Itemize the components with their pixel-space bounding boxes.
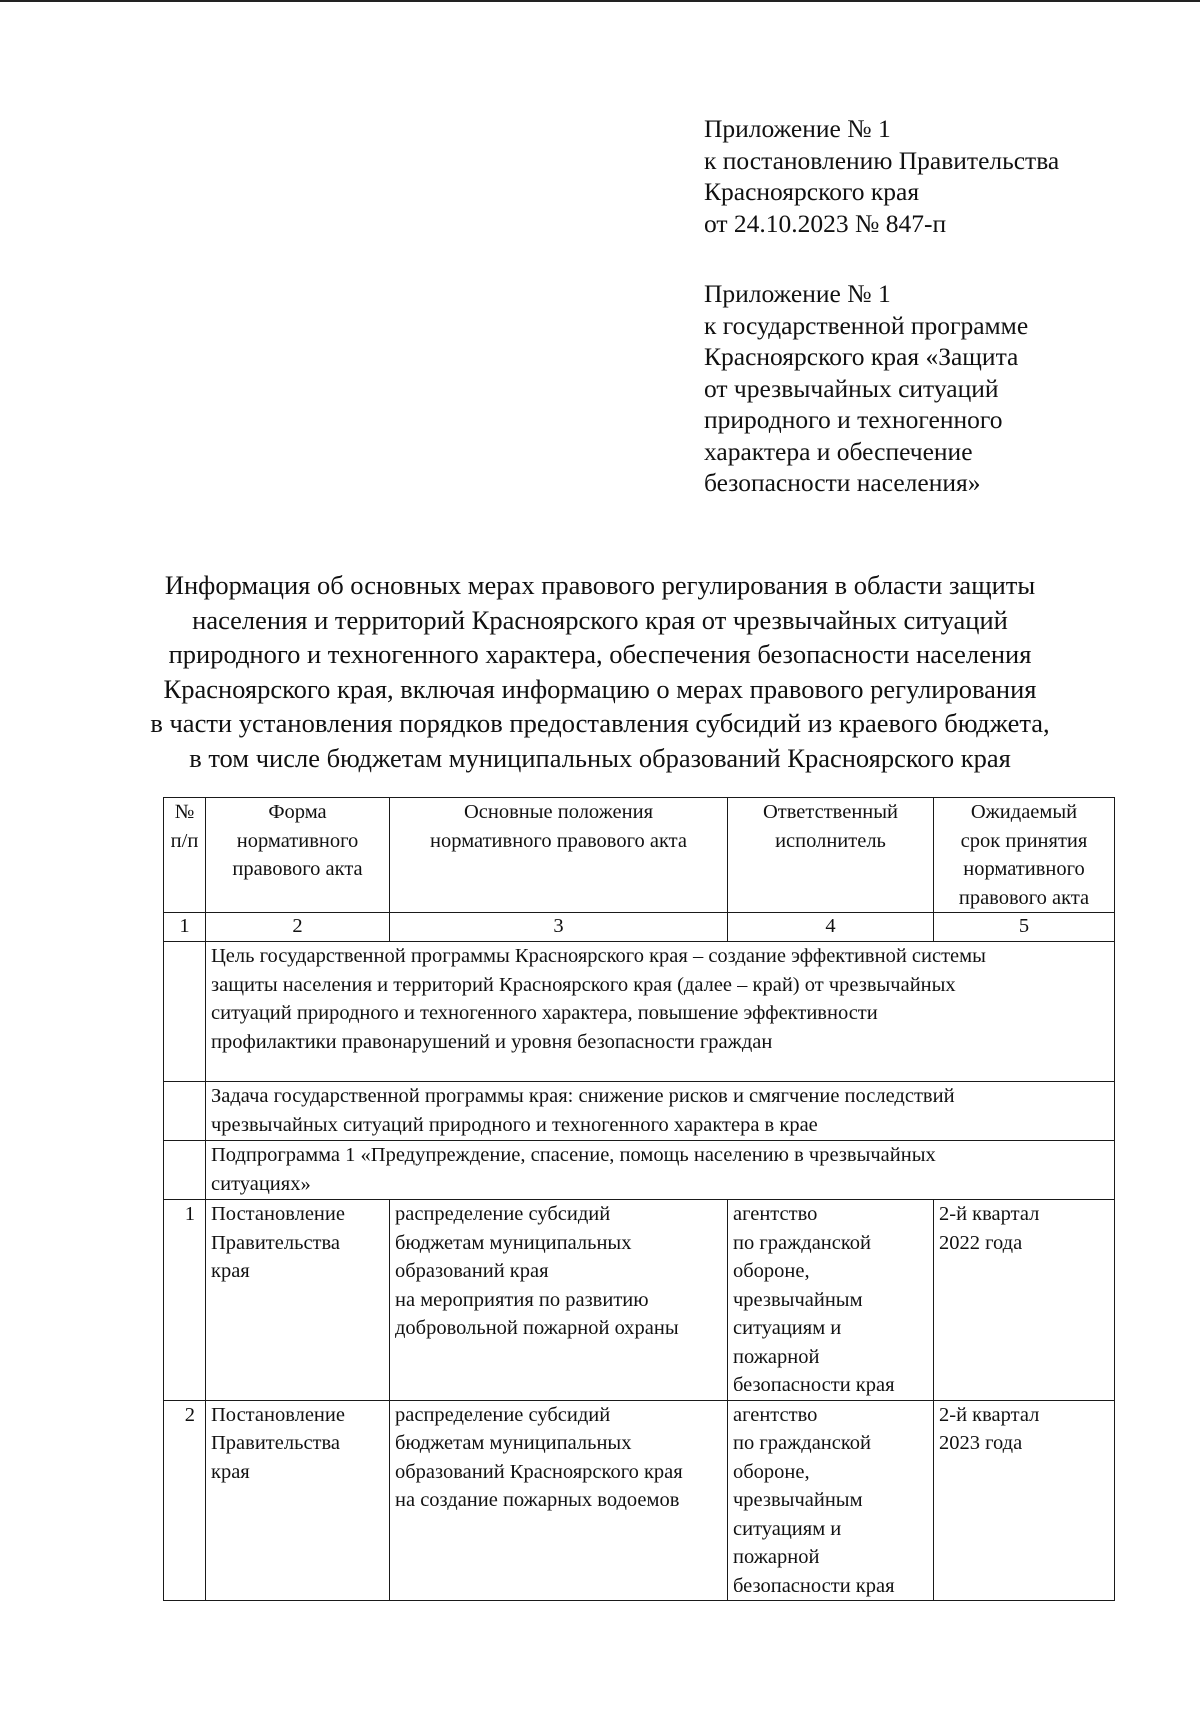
row-provisions: распределение субсидий бюджетам муниципальных образований Красноярского края на создание пожарных водоемов bbox=[390, 1400, 728, 1601]
column-number-row bbox=[164, 913, 1115, 942]
row-executor: агентство по гражданской обороне, чрезвычайным ситуациям и пожарной безопасности края bbox=[728, 1400, 934, 1601]
title-line: населения и территорий Красноярского края от чрезвычайных ситуаций bbox=[192, 604, 1008, 635]
annex-line: Приложение № 1 bbox=[704, 279, 891, 308]
annex-line: от 24.10.2023 № 847-п bbox=[704, 208, 947, 238]
title-line: Информация об основных мерах правового регулирования в области защиты bbox=[164, 570, 1036, 600]
program-task-row bbox=[164, 1082, 1115, 1141]
title-line: Красноярского края, включая информацию о мерах правового регулирования bbox=[163, 673, 1037, 704]
row-form: Постановление Правительства края bbox=[206, 1400, 390, 1601]
annex-line: к постановлению Правительства bbox=[704, 145, 1060, 175]
header-cell-term: Ожидаемый срок принятия нормативного правового акта bbox=[934, 798, 1115, 913]
table-row bbox=[164, 1200, 1115, 1401]
empty-number-cell bbox=[164, 942, 206, 1082]
header-cell-executor: Ответственный исполнитель bbox=[728, 798, 934, 913]
empty-number-cell bbox=[164, 1082, 206, 1141]
annex-line: Красноярского края «Защита bbox=[704, 342, 1019, 371]
header-cell-number: № п/п bbox=[164, 798, 206, 913]
annex-line: к государственной программе bbox=[704, 310, 1029, 340]
table-header-row bbox=[164, 798, 1115, 913]
row-number: 1 bbox=[164, 1200, 206, 1401]
annex-to-resolution bbox=[704, 113, 1059, 239]
annex-line: природного и техногенного bbox=[704, 405, 1003, 434]
subprogram-row bbox=[164, 1141, 1115, 1200]
title-line: природного и техногенного характера, обеспечения безопасности населения bbox=[168, 639, 1032, 669]
empty-number-cell bbox=[164, 1141, 206, 1200]
top-border-line bbox=[0, 0, 1200, 2]
row-term: 2-й квартал 2022 года bbox=[934, 1200, 1115, 1401]
annex-to-program bbox=[704, 278, 1028, 499]
table-row bbox=[164, 1400, 1115, 1601]
legal-measures-table bbox=[163, 797, 1115, 1601]
annex-line: Красноярского края bbox=[704, 177, 920, 206]
title-line: в части установления порядков предоставления субсидий из краевого бюджета, bbox=[150, 708, 1050, 738]
program-goal-text: Цель государственной программы Красноярского края – создание эффективной системы защиты населения и территорий Красноярского края (далее – край) от чрезвычайных ситуаций природного и техногенного характера, повышение эффективности профилактики правонарушений и уровня безопасности граждан bbox=[206, 942, 1115, 1082]
annex-line: Приложение № 1 bbox=[704, 114, 891, 143]
row-executor: агентство по гражданской обороне, чрезвычайным ситуациям и пожарной безопасности края bbox=[728, 1200, 934, 1401]
column-number: 2 bbox=[206, 913, 390, 942]
annex-line: от чрезвычайных ситуаций bbox=[704, 373, 999, 403]
row-number: 2 bbox=[164, 1400, 206, 1601]
header-cell-provisions: Основные положения нормативного правового акта bbox=[390, 798, 728, 913]
annex-line: безопасности населения» bbox=[704, 468, 981, 497]
column-number: 1 bbox=[164, 913, 206, 942]
column-number: 3 bbox=[390, 913, 728, 942]
row-provisions: распределение субсидий бюджетам муниципальных образований края на мероприятия по развитию добровольной пожарной охраны bbox=[390, 1200, 728, 1401]
annex-line: характера и обеспечение bbox=[704, 436, 973, 466]
column-number: 4 bbox=[728, 913, 934, 942]
header-cell-form: Форма нормативного правового акта bbox=[206, 798, 390, 913]
title-line: в том числе бюджетам муниципальных образований Красноярского края bbox=[189, 742, 1011, 773]
program-goal-row bbox=[164, 942, 1115, 1082]
subprogram-text: Подпрограмма 1 «Предупреждение, спасение, помощь населению в чрезвычайных ситуациях» bbox=[206, 1141, 1115, 1200]
row-form: Постановление Правительства края bbox=[206, 1200, 390, 1401]
document-title bbox=[60, 568, 1140, 775]
program-task-text: Задача государственной программы края: снижение рисков и смягчение последствий чрезвычайных ситуаций природного и техногенного характера в крае bbox=[206, 1082, 1115, 1141]
column-number: 5 bbox=[934, 913, 1115, 942]
row-term: 2-й квартал 2023 года bbox=[934, 1400, 1115, 1601]
